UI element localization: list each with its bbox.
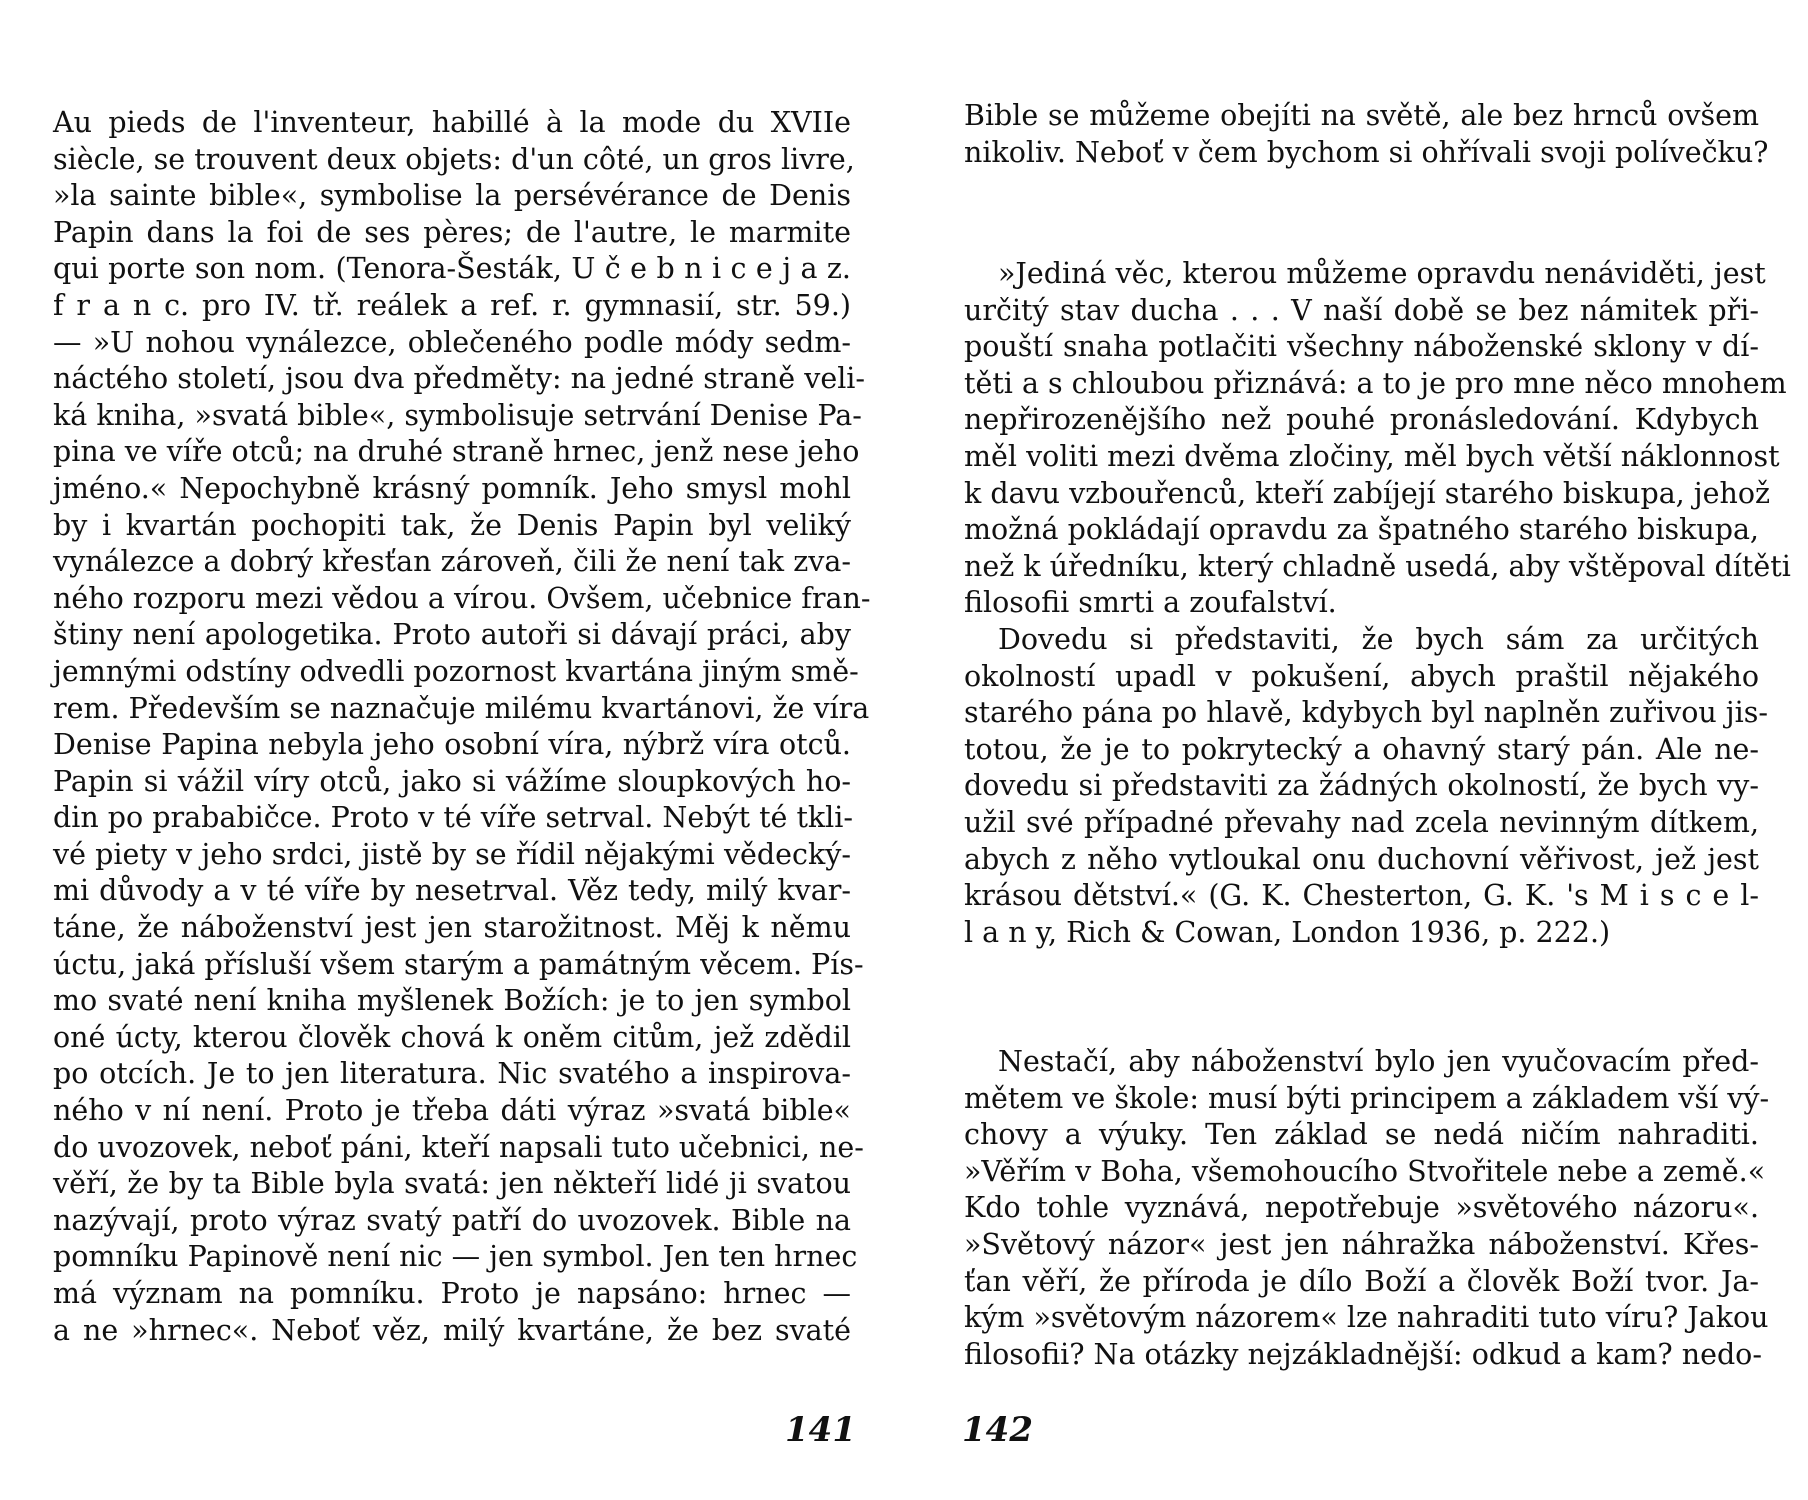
paragraph-continuation <box>964 98 1769 171</box>
text-line: chovy a výuky. Ten základ se nedá ničím nahraditi. <box>964 1118 1759 1152</box>
text-line: by i kvartán pochopiti tak, že Denis Papin byl veliký <box>53 508 851 542</box>
text-line: okolností upadl v pokušení, abych praštil nějakého <box>964 659 1759 693</box>
text-line: »Jediná věc, kterou můžeme opravdu nenáviděti, jest <box>998 257 1766 290</box>
text-line: abych z něho vytloukal onu duchovní věřivost, jež jest <box>964 842 1759 876</box>
text-line: než k úředníku, který chladně usedá, aby vštěpoval dítěti <box>964 549 1791 583</box>
text-line: vé piety v jeho srdci, jistě by se řídil nějakými vědecký- <box>53 837 851 871</box>
page-number: 141 <box>785 1410 856 1450</box>
text-line: Au pieds de l'inventeur, habillé à la mode du XVIIe <box>53 106 851 139</box>
text-line: nikoliv. Neboť v čem bychom si ohřívali svoji polívečku? <box>964 135 1769 169</box>
text-line: »Světový názor« jest jen náhražka náboženství. Křes- <box>964 1227 1759 1261</box>
text-line: pina ve víře otců; na druhé straně hrnec, jenž nese jeho <box>53 435 860 469</box>
text-line: vynálezce a dobrý křesťan zároveň, čili že není tak zva- <box>53 545 851 579</box>
text-line: — »U nohou vynálezce, oblečeného podle módy sedm- <box>53 325 851 359</box>
text-line: těti a s chloubou přiznává: a to je pro mne něco mnohem <box>964 366 1787 400</box>
text-line: ného rozporu mezi vědou a vírou. Ovšem, učebnice fran- <box>53 581 871 615</box>
text-line: a ne »hrnec«. Neboť věz, milý kvartáne, že bez svaté <box>53 1313 851 1347</box>
text-line: jemnými odstíny odvedli pozornost kvartána jiným smě- <box>53 654 859 688</box>
text-line: ká kniha, »svatá bible«, symbolisuje setrvání Denise Pa- <box>53 398 862 432</box>
text-line: náctého století, jsou dva předměty: na jedné straně veli- <box>53 362 866 396</box>
text-line: nepřirozenějšího než pouhé pronásledování. Kdybych <box>964 403 1759 437</box>
text-line: ťan věří, že příroda je dílo Boží a člověk Boží tvor. Ja- <box>964 1264 1759 1298</box>
text-line: mětem ve škole: musí býti principem a základem vší vý- <box>964 1081 1770 1115</box>
page-number: 142 <box>962 1410 1033 1450</box>
text-line: filosofii smrti a zoufalství. <box>964 586 1337 620</box>
text-line: Nestačí, aby náboženství bylo jen vyučovacím před- <box>998 1045 1759 1078</box>
text-line: po otcích. Je to jen literatura. Nic svatého a inspirova- <box>53 1057 851 1091</box>
text-line: jméno.« Nepochybně krásný pomník. Jeho smysl mohl <box>53 471 851 505</box>
text-line: má význam na pomníku. Proto je napsáno: hrnec — <box>53 1277 851 1310</box>
paragraph-religion <box>964 1044 1770 1373</box>
text-line: dovedu si představiti za žádných okolností, že bych vy- <box>964 769 1759 803</box>
text-line: din po prababičce. Proto v té víře setrval. Nebýt té tkli- <box>53 801 854 835</box>
text-line: krásou dětství.« (G. K. Chesterton, G. K. 's M i s c e l- <box>964 879 1759 913</box>
text-line: l a n y, Rich & Cowan, London 1936, p. 222.) <box>964 915 1611 949</box>
text-line: mi důvody a v té víře by nesetrval. Věz tedy, milý kvar- <box>53 874 851 908</box>
text-line: táne, že náboženství jest jen starožitnost. Měj k němu <box>53 911 851 945</box>
left-page-text <box>53 105 871 1349</box>
text-line: oné úcty, kterou člověk chová k oněm citům, jež zdědil <box>53 1020 851 1054</box>
text-line: qui porte son nom. (Tenora-Šesták, U č e b n i c e j a z. <box>53 252 851 286</box>
text-line: Dovedu si představiti, že bych sám za určitých <box>998 622 1759 656</box>
text-line: mo svaté není kniha myšlenek Božích: je to jen symbol <box>53 984 851 1018</box>
text-line: f r a n c. pro IV. tř. reálek a ref. r. gymnasií, str. 59.) <box>53 288 851 322</box>
text-line: možná pokládají opravdu za špatného starého biskupa, <box>964 513 1759 547</box>
text-line: totou, že je to pokrytecký a ohavný starý pán. Ale ne- <box>964 732 1759 766</box>
text-line: určitý stav ducha . . . V naší době se bez námitek při- <box>964 293 1759 327</box>
text-line: rem. Především se naznačuje milému kvartánovi, že víra <box>53 691 870 725</box>
text-line: starého pána po hlavě, kdybych byl naplněn zuřivou jis- <box>964 696 1768 730</box>
text-line: Bible se můžeme obejíti na světě, ale bez hrnců ovšem <box>964 99 1759 132</box>
text-line: kým »světovým názorem« lze nahraditi tuto víru? Jakou <box>964 1301 1769 1335</box>
text-line: věří, že by ta Bible byla svatá: jen někteří lidé ji svatou <box>53 1167 851 1201</box>
text-line: »Věřím v Boha, všemohoucího Stvořitele nebe a země.« <box>964 1154 1766 1188</box>
text-line: nazývají, proto výraz svatý patří do uvozovek. Bible na <box>53 1203 851 1237</box>
text-line: Denise Papina nebyla jeho osobní víra, nýbrž víra otců. <box>53 728 851 762</box>
text-line: k davu vzbouřenců, kteří zabíjejí starého biskupa, jehož <box>964 476 1771 510</box>
text-line: ného v ní není. Proto je třeba dáti výraz »svatá bible« <box>53 1094 851 1128</box>
text-line: do uvozovek, neboť páni, kteří napsali tuto učebnici, ne- <box>53 1130 864 1164</box>
text-line: pomníku Papinově není nic — jen symbol. Jen ten hrnec <box>53 1240 858 1274</box>
text-line: siècle, se trouvent deux objets: d'un côté, un gros livre, <box>53 142 855 176</box>
text-line: štiny není apologetika. Proto autoři si dávají práci, aby <box>53 618 851 652</box>
right-page <box>904 0 1808 1500</box>
text-line: měl voliti mezi dvěma zločiny, měl bych větší náklonnost <box>964 439 1780 473</box>
text-line: Papin si vážil víry otců, jako si vážíme sloupkových ho- <box>53 764 851 798</box>
text-line: Kdo tohle vyznává, nepotřebuje »světového názoru«. <box>964 1191 1759 1225</box>
chesterton-quote <box>964 256 1791 951</box>
text-line: »la sainte bible«, symbolise la persévérance de Denis <box>53 179 851 213</box>
text-line: pouští snaha potlačiti všechny náboženské sklony v dí- <box>964 330 1759 364</box>
text-line: užil své případné převahy nad zcela nevinným dítkem, <box>964 805 1759 839</box>
text-line: filosofii? Na otázky nejzákladnější: odkud a kam? nedo- <box>964 1337 1762 1371</box>
text-line: úctu, jaká přísluší všem starým a památným věcem. Pís- <box>53 947 864 981</box>
text-line: Papin dans la foi de ses pères; de l'autre, le marmite <box>53 215 851 249</box>
